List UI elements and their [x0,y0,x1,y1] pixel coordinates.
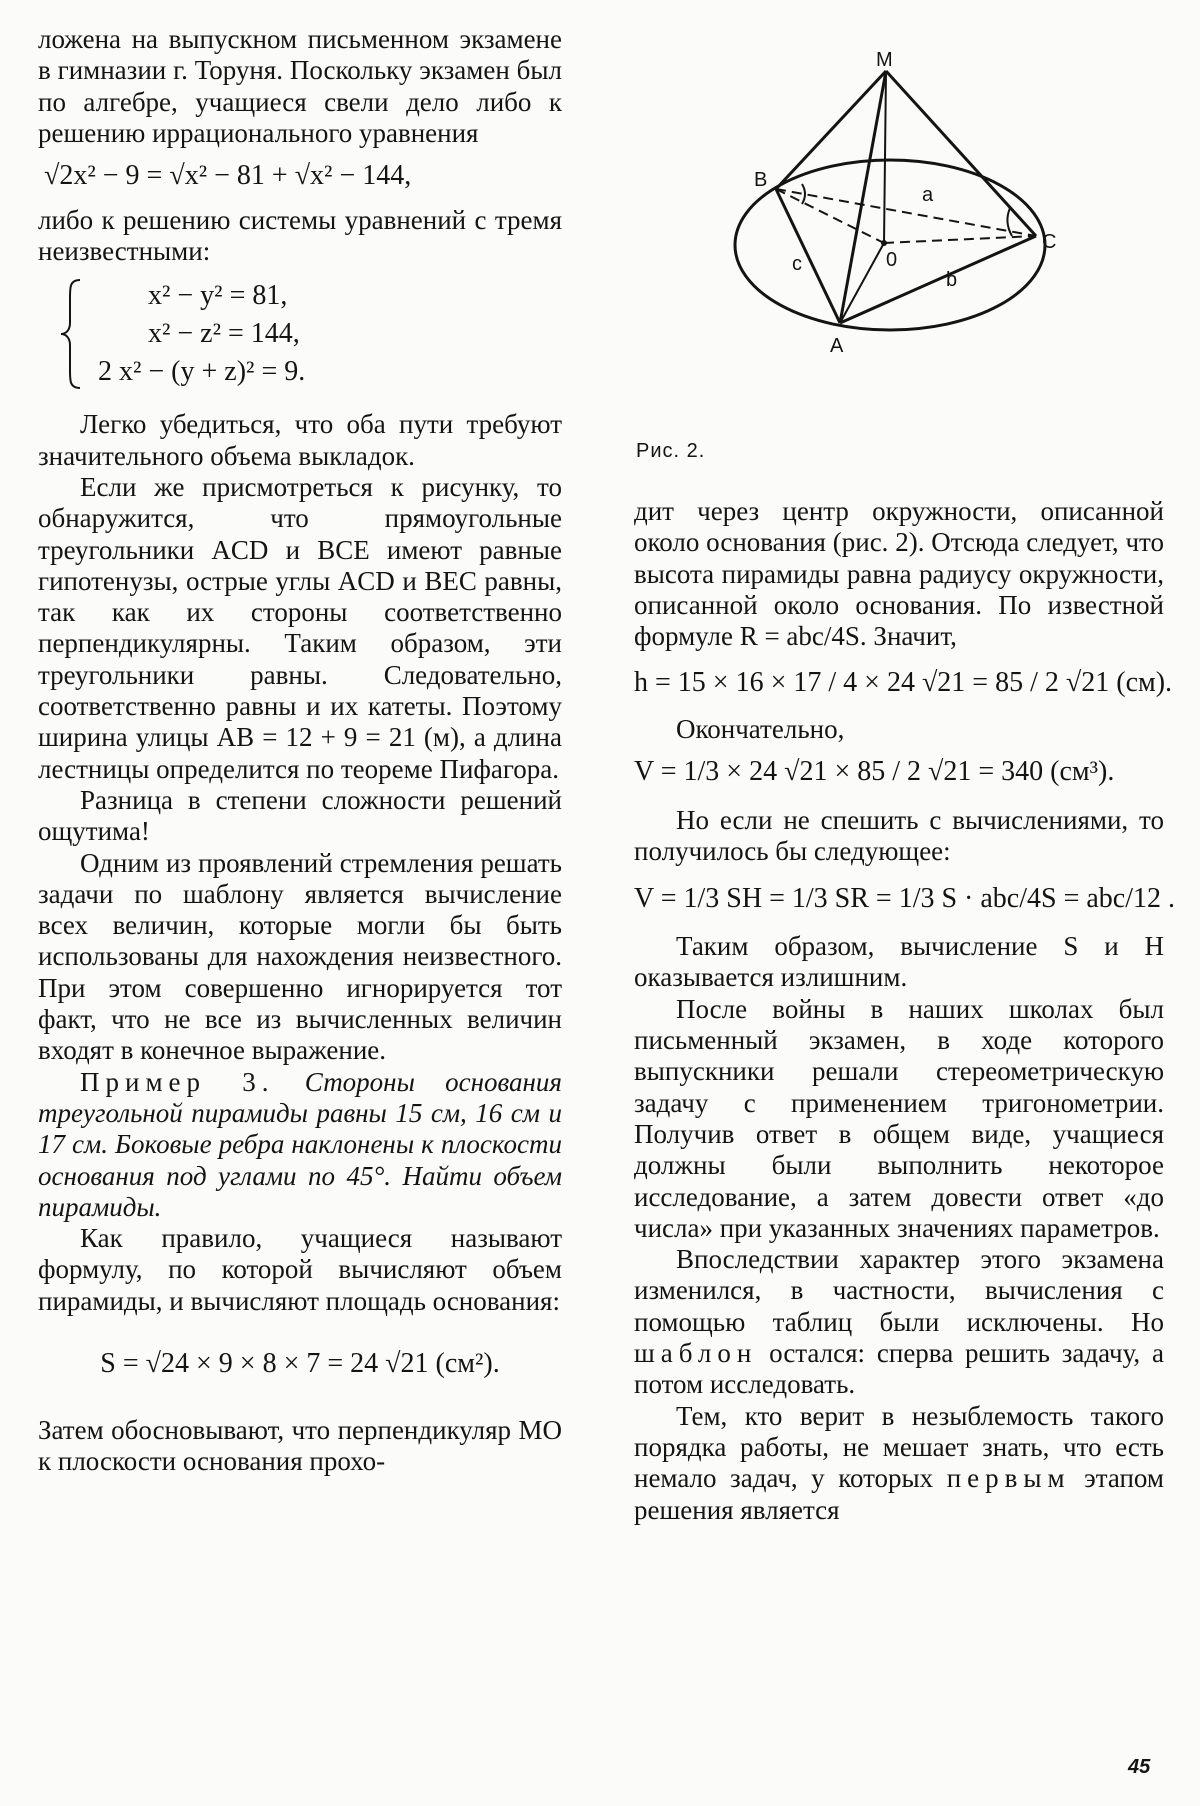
paragraph-exam-intro: ложена на выпускном письменном экзамене в гимназии г. Торуня. Поскольку экзамен был по алгебре, учащиеся свели дело либо к решению иррационального уравнения [38,24,562,148]
equation-text: V = 1/3 SH = 1/3 SR = 1/3 S · abc/4S = abc/12 . [634,882,1175,914]
volume-short-formula [634,882,1175,916]
system-equation-2: x² − z² = 144, [148,318,300,350]
paragraph-easy-check: Легко убедиться, что оба пути требуют значительного объема выкладок. [38,409,562,471]
example-label: Пример 3. [80,1066,275,1097]
right-column [634,496,1175,1526]
equation-text: S = √24 × 9 × 8 × 7 = 24 √21 (см²). [100,1347,500,1379]
equation-system [98,277,562,391]
equation-text: V = 1/3 × 24 √21 × 85 / 2 √21 = 340 (см³). [634,756,1115,788]
paragraph-as-a-rule: Как правило, учащиеся называют формулу, по которой вычисляют объем пирамиды, и вычисляют площадь основания: [38,1223,562,1316]
paragraph-after-war: После войны в наших школах был письменный экзамен, в ходе которого выпускники решали стереометрическую задачу с применением тригонометрии. Получив ответ в общем виде, учащиеся должны были выполнить некоторое исследование, а затем довести ответ «до числа» при указанных значениях параметров. [634,993,1164,1243]
text-part: остался: сперва решить задачу, а потом исследовать. [634,1338,1165,1400]
paragraph-example-3 [38,1067,562,1223]
equation-text: h = 15 × 16 × 17 / 4 × 24 √21 = 85 / 2 √21 (см). [634,667,1173,699]
label-c: C [1042,231,1057,253]
label-side-a: a [922,184,934,206]
label-m: M [876,49,893,71]
paragraph-finally: Окончательно, [676,714,845,745]
text-part: Тем, кто верит в незыблемость такого порядка работы, не мешает знать, что есть немало задач, у которых [634,1400,1164,1494]
label-a: A [830,335,844,357]
irrational-equation [44,159,562,193]
label-o: 0 [886,249,898,271]
angle-arc-b [802,184,805,204]
hidden-edges [776,189,1036,243]
pyramid-figure [690,48,1090,378]
base-circle [735,160,1045,330]
paragraph-no-hurry: Но если не спешить с вычислениями, то получилось бы следующее: [634,804,1164,867]
system-equation-3: 2 x² − (y + z)² = 9. [98,356,306,388]
system-equation-1: x² − y² = 81, [148,280,288,312]
spaced-word: шаблон [634,1338,758,1369]
height-formula [634,666,1173,700]
page-number: 45 [1128,1756,1151,1778]
paragraph-template: Одним из проявлений стремления решать задачи по шаблону является вычисление всех величин, которые могли бы быть использованы для нахождения неизвестного. При этом совершенно игнорируется тот факт, что не все из вычисленных величин входят в конечное выражение. [38,847,562,1066]
left-brace-icon [58,277,88,391]
volume-formula [634,755,1164,789]
paragraph-triangles: Если же присмотреться к рисунку, то обнаружится, что прямоугольные треугольники ACD и BCE имеют равные гипотенузы, острые углы ACD и BEC равны, так как их стороны соответственно перпендикулярны. Таким образом, эти треугольники равны. Следовательно, соответственно равны и их катеты. Поэтому ширина улицы AB = 12 + 9 = 21 (м), а длина лестницы определится по теореме Пифагора. [38,471,562,784]
paragraph-circumcenter: дит через центр окружности, описанной около основания (рис. 2). Отсюда следует, что высота пирамиды равна радиусу окружности, описанной около основания. По известной формуле R = abc/4S. Значит, [634,496,1164,652]
center-point [881,240,887,246]
label-b: B [754,169,768,191]
paragraph-later [634,1244,1164,1400]
equation-text: √2x² − 9 = √x² − 81 + √x² − 144, [44,160,412,192]
left-column [38,24,562,1477]
base-area-formula [38,1347,562,1381]
label-side-c: c [792,253,802,275]
text-part: Впоследствии характер этого экзамена изменился, в частности, вычисления с помощью таблиц были исключены. Но [634,1244,1164,1337]
paragraph-difference: Разница в степени сложности решений ощутима! [38,784,562,847]
paragraph-system-intro: либо к решению системы уравнений с тремя неизвестными: [38,204,562,267]
spaced-word: первым [946,1463,1071,1494]
angle-arc-c [1007,208,1012,236]
paragraph-perpendicular: Затем обосновывают, что перпендикуляр MO к плоскости основания прохо- [38,1414,562,1476]
example-text: Стороны основания треугольной пирамиды равны 15 см, 16 см и 17 см. Боковые ребра наклонены к плоскости основания под углами по 45°. Найти объем пирамиды. [38,1066,562,1222]
paragraph-believers [634,1401,1164,1526]
figure-caption: Рис. 2. [636,440,706,462]
label-side-b: b [946,269,958,291]
text-part: этапом решения является [634,1463,1164,1525]
paragraph-redundant: Таким образом, вычисление S и H оказывается излишним. [634,931,1164,993]
